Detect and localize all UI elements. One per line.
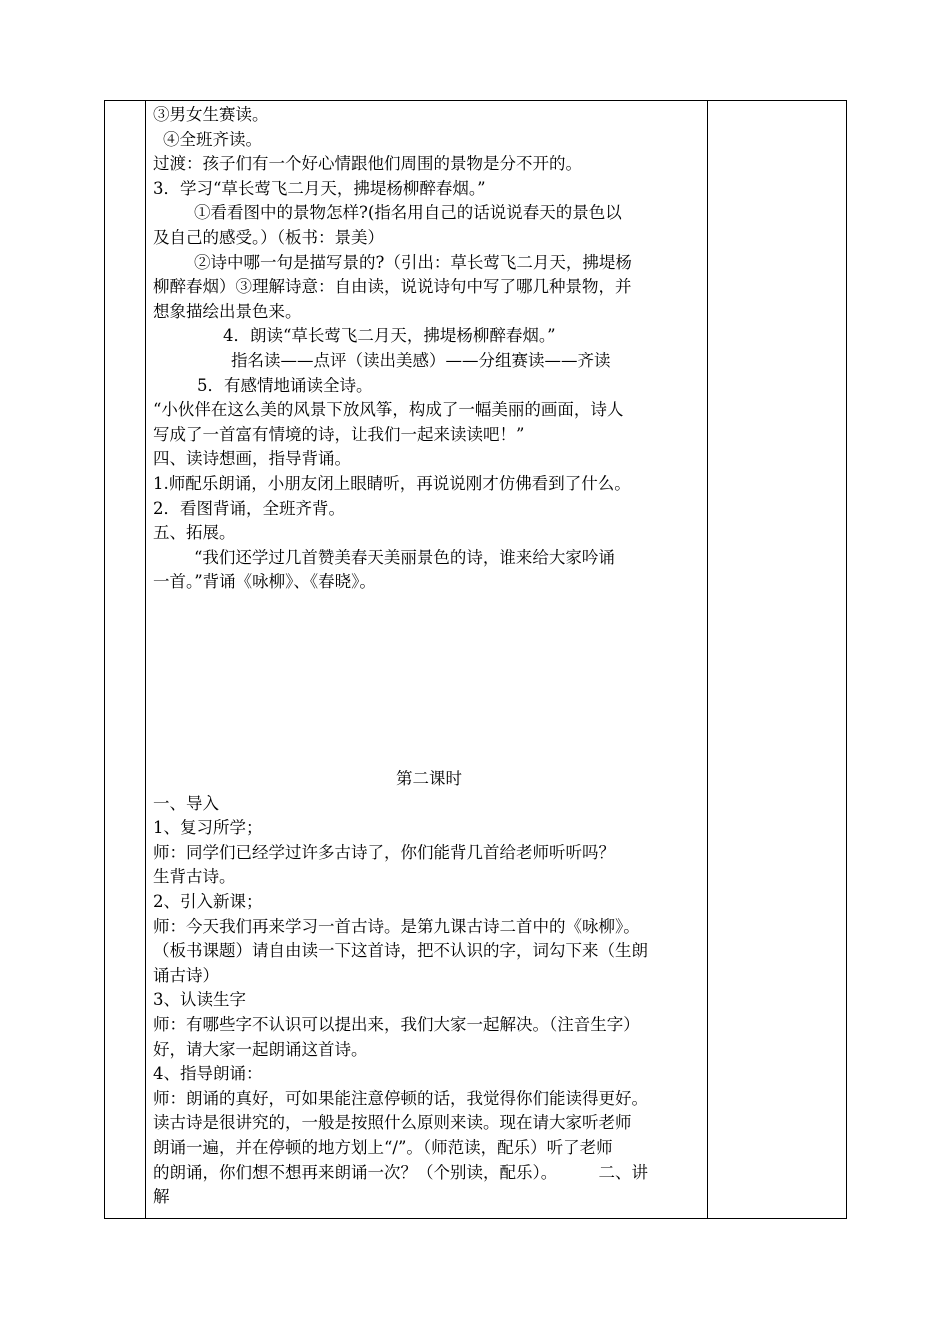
blank-line [153,595,705,620]
text-line: 师：今天我们再来学习一首古诗。是第九课古诗二首中的《咏柳》。 [153,916,640,936]
text-line: ③男女生赛读。 [153,105,269,124]
text-line: 解 [153,1187,170,1207]
text-line: “我们还学过几首赞美春天美丽景色的诗，谁来给大家吟诵 [194,547,615,567]
text-line: ①看看图中的景物怎样?(指名用自己的话说说春天的景色以 [194,203,622,223]
text-line: 指名读——点评（读出美感）——分组赛读——齐读 [231,350,611,370]
text-line: 4、指导朗诵： [153,1064,263,1084]
text-line: 师：同学们已经学过许多古诗了，你们能背几首给老师听听吗？ [153,842,615,862]
text-line: 诵古诗） [153,965,219,985]
blank-line [153,669,705,694]
left-column-divider [145,101,146,1218]
text-line: ④全班齐读。 [163,129,262,149]
text-line: “小伙伴在这么美的风景下放风筝，构成了一幅美丽的画面，诗人 [153,400,624,420]
blank-line [153,619,705,644]
text-line: 想象描绘出景色来。 [153,301,302,321]
text-line: 四、读诗想画，指导背诵。 [153,449,351,469]
text-line: 3、认读生字 [153,990,246,1010]
text-line: 朗诵一遍，并在停顿的地方划上“/”。（师范读，配乐）听了老师 [153,1137,613,1157]
text-line: 柳醉春烟）③理解诗意：自由读，说说诗句中写了哪几种景物，并 [153,277,632,297]
text-line: 1.师配乐朗诵，小朋友闭上眼睛听，再说说刚才仿佛看到了什么。 [153,473,631,493]
right-column-divider [707,101,708,1218]
text-line: 一、导入 [153,793,219,813]
lesson-plan-table [104,100,847,1219]
text-line: 1、复习所学； [153,818,263,838]
text-line: （板书课题）请自由读一下这首诗，把不认识的字，词勾下来（生朗 [153,941,648,961]
text-line: ②诗中哪一句是描写景的?（引出：草长莺飞二月天，拂堤杨 [194,252,632,272]
text-line: 过渡：孩子们有一个好心情跟他们周围的景物是分不开的。 [153,154,582,174]
text-line: 生背古诗。 [153,867,236,887]
text-line: 2．看图背诵，全班齐背。 [153,498,345,518]
blank-line [153,742,705,767]
text-line: 五、拓展。 [153,523,236,543]
text-line: 3．学习“草长莺飞二月天，拂堤杨柳醉春烟。” [153,178,486,198]
blank-line [153,718,705,743]
section-heading: 第二课时 [396,769,462,789]
text-line: 5．有感情地诵读全诗。 [197,375,373,395]
text-line: 写成了一首富有情境的诗，让我们一起来读读吧！” [153,424,525,444]
text-line: 师：朗诵的真好，可如果能注意停顿的话，我觉得你们能读得更好。 [153,1088,648,1108]
blank-line [153,693,705,718]
text-line: 师：有哪些字不认识可以提出来，我们大家一起解决。（注音生字） [153,1014,640,1034]
text-line: 的朗诵，你们想不想再来朗诵一次？（个别读，配乐）。 二、讲 [153,1162,648,1182]
lesson-content [153,103,705,1210]
blank-line [153,644,705,669]
text-line: 2、引入新课； [153,892,263,911]
text-line: 4．朗读“草长莺飞二月天，拂堤杨柳醉春烟。” [223,326,556,346]
text-line: 及自己的感受。）（板书：景美） [153,227,384,247]
text-line: 读古诗是很讲究的，一般是按照什么原则来读。现在请大家听老师 [153,1113,632,1133]
text-line: 好，请大家一起朗诵这首诗。 [153,1039,368,1059]
text-line: 一首。”背诵《咏柳》、《春晓》。 [153,572,376,592]
